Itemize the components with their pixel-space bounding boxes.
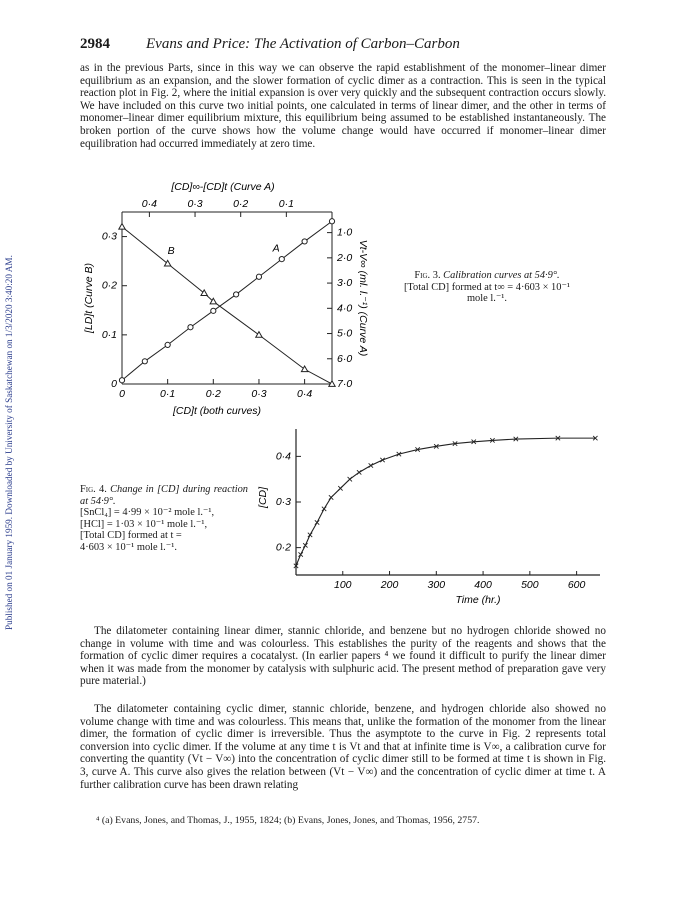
fig4-line2: [HCl] = 1·03 × 10⁻¹ mole l.⁻¹, (80, 518, 208, 530)
fig3-left-tick-label: 0·3 (101, 230, 117, 243)
fig3-bottom-tick-label: 0·3 (251, 388, 267, 400)
fig4-point (303, 543, 307, 547)
fig4-label: Fig. 4. (80, 484, 107, 495)
fig3-curve-b-line (122, 227, 332, 384)
fig3-label: Fig. 3. (414, 270, 441, 281)
fig3-right-axis-label: Vt-V∞ (ml. l.⁻¹) (Curve A) (357, 239, 369, 357)
fig4-line4: 4·603 × 10⁻¹ mole l.⁻¹. (80, 541, 177, 553)
fig4-x-tick-label: 600 (567, 579, 586, 591)
fig3-right-tick-label: 5·0 (337, 327, 353, 340)
fig3-left-tick-label: 0 (111, 378, 117, 390)
fig4-point (369, 463, 373, 467)
fig4-point (348, 477, 352, 481)
fig3-right-tick-label: 3·0 (337, 277, 353, 290)
fig4-point (298, 552, 302, 556)
fig4-y-tick-label: 0·2 (275, 541, 291, 554)
fig3-curve-a-point (234, 292, 239, 297)
fig4-line1: [SnCl₄] = 4·99 × 10⁻² mole l.⁻¹, (80, 507, 215, 518)
fig3-top-tick-label: 0·2 (233, 198, 249, 210)
fig3-curve-a-point (165, 342, 170, 347)
fig4-line3: [Total CD] formed at t = (80, 530, 182, 541)
fig4-point (338, 486, 342, 490)
fig4-y-tick-label: 0·4 (275, 450, 291, 463)
fig3-right-tick-label: 2·0 (337, 251, 353, 264)
fig3-line3: mole l.⁻¹. (466, 293, 508, 304)
fig3-top-tick-label: 0·3 (187, 198, 203, 210)
fig4-x-axis-label: Time (hr.) (455, 594, 501, 606)
fig4-curve (296, 438, 595, 566)
fig3-line2: [Total CD] formed at t∞ = 4·603 × 10⁻¹ (403, 281, 571, 293)
fig3-curve-a-point (211, 308, 216, 313)
fig3-right-tick-label: 6·0 (337, 352, 353, 365)
watermark-text: Published on 01 January 1959. Downloaded by University of Saskatchewan on 1/3/2020 3:40:20 AM. (4, 255, 14, 630)
fig4-x-tick-label: 200 (380, 579, 399, 591)
figure-3-caption (383, 270, 591, 305)
fig3-curve-b-point (256, 332, 262, 338)
fig3-top-tick-label: 0·4 (141, 198, 157, 210)
fig3-title: Calibration curves at 54·9°. (443, 270, 560, 281)
fig3-left-tick-label: 0·1 (101, 328, 117, 341)
fig3-bottom-axis-label: [CD]t (both curves) (172, 405, 262, 417)
fig3-right-tick-label: 7·0 (337, 378, 353, 390)
fig3-bottom-tick-label: 0 (119, 388, 125, 400)
fig3-curve-a-point (279, 257, 284, 262)
paragraph-3: The dilatometer containing cyclic dimer, stannic chloride, benzene, and hydrogen chloride also showed no volume change with time and was colourless. This means that, unlike the formation of the monomer from the linear dimer, the formation of cyclic dimer is irreversible. Thus the asymptote to the curve in Fig. 2 represents total conversion into cyclic dimer. If the volume at any time t is Vt and that at infinite time is V∞, a calibration curve for converting the quantity (Vt − V∞) into the concentration of cyclic dimer still to be formed at time t is shown in Fig. 3, curve A. This curve also gives the relation between (Vt − V∞) and the concentration of cyclic dimer at time t. A further calibration curve has been drawn relating (80, 703, 606, 791)
fig4-x-tick-label: 300 (427, 579, 446, 591)
fig3-left-tick-label: 0·2 (101, 279, 117, 292)
fig3-left-axis-label: [LD]t (Curve B) (83, 262, 95, 334)
fig4-point (308, 533, 312, 537)
figure-3-chart (70, 178, 370, 428)
fig4-x-tick-label: 400 (474, 579, 492, 591)
fig3-bottom-tick-label: 0·2 (205, 388, 221, 400)
page-header (80, 36, 600, 56)
fig3-curve-a-point (188, 325, 193, 330)
fig4-x-tick-label: 100 (334, 579, 352, 591)
fig3-curve-b-tag: B (167, 244, 175, 257)
fig4-point (315, 520, 319, 524)
footnote: ⁴ (a) Evans, Jones, and Thomas, J., 1955, 1824; (b) Evans, Jones, Jones, and Thomas, 1956, 2757. (96, 815, 480, 826)
fig3-curve-a-tag: A (272, 242, 280, 255)
fig4-y-axis-label: [CD] (257, 486, 269, 508)
fig4-y-tick-label: 0·3 (275, 496, 291, 508)
fig3-curve-a-point (142, 359, 147, 364)
fig3-curve-b-point (119, 224, 125, 230)
figure-4-chart (250, 425, 610, 615)
fig4-point (329, 495, 333, 499)
page-number: 2984 (80, 36, 110, 52)
fig3-top-axis-label: [CD]∞-[CD]t (Curve A) (171, 181, 275, 193)
fig4-point (322, 507, 326, 511)
fig3-top-tick-label: 0·1 (278, 198, 294, 210)
fig3-bottom-tick-label: 0·1 (160, 388, 176, 400)
fig4-x-tick-label: 500 (521, 579, 539, 591)
fig3-curve-a-point (119, 378, 124, 383)
fig3-curve-b-point (301, 366, 307, 372)
fig3-curve-a-line (122, 221, 332, 380)
fig3-curve-a-point (256, 274, 261, 279)
paragraph-2: The dilatometer containing linear dimer, stannic chloride, and benzene but no hydrogen chloride showed no change in volume with time and was colourless. This establishes the purity of the reagents and shows that the formation of cyclic dimer requires a cocatalyst. (In earlier papers ⁴ we found it difficult to purify the linear dimer when it was made from the monomer by catalysis with sulphuric acid. The present method of preparation gave very pure material.) (80, 625, 606, 688)
fig4-title: Change in [CD] during reaction at 54·9°. (80, 484, 248, 507)
fig4-point (357, 470, 361, 474)
figure-4-caption (80, 484, 248, 553)
running-title: Evans and Price: The Activation of Carbon–Carbon (146, 36, 460, 52)
download-watermark (2, 130, 16, 630)
paragraph-1: as in the previous Parts, since in this way we can observe the rapid establishment of the monomer–linear dimer equilibrium as an expansion, and the slower formation of cyclic dimer as a contraction. This is seen in the typical reaction plot in Fig. 2, where the initial expansion is over very quickly and the subsequent contraction occurs slowly. We have included on this curve two initial points, one calculated in terms of linear dimer, and the other in terms of monomer–linear dimer equilibrium mixture, this equilibrium being assumed to be established instantaneously. The broken portion of the curve shows how the volume change would have occurred if monomer–linear dimer equilibration had occurred immediately at zero time. (80, 62, 606, 150)
fig3-curve-a-point (302, 239, 307, 244)
fig3-right-tick-label: 4·0 (337, 302, 353, 315)
fig3-curve-a-point (329, 219, 334, 224)
fig3-bottom-tick-label: 0·4 (297, 388, 313, 400)
fig3-right-tick-label: 1·0 (337, 226, 353, 239)
